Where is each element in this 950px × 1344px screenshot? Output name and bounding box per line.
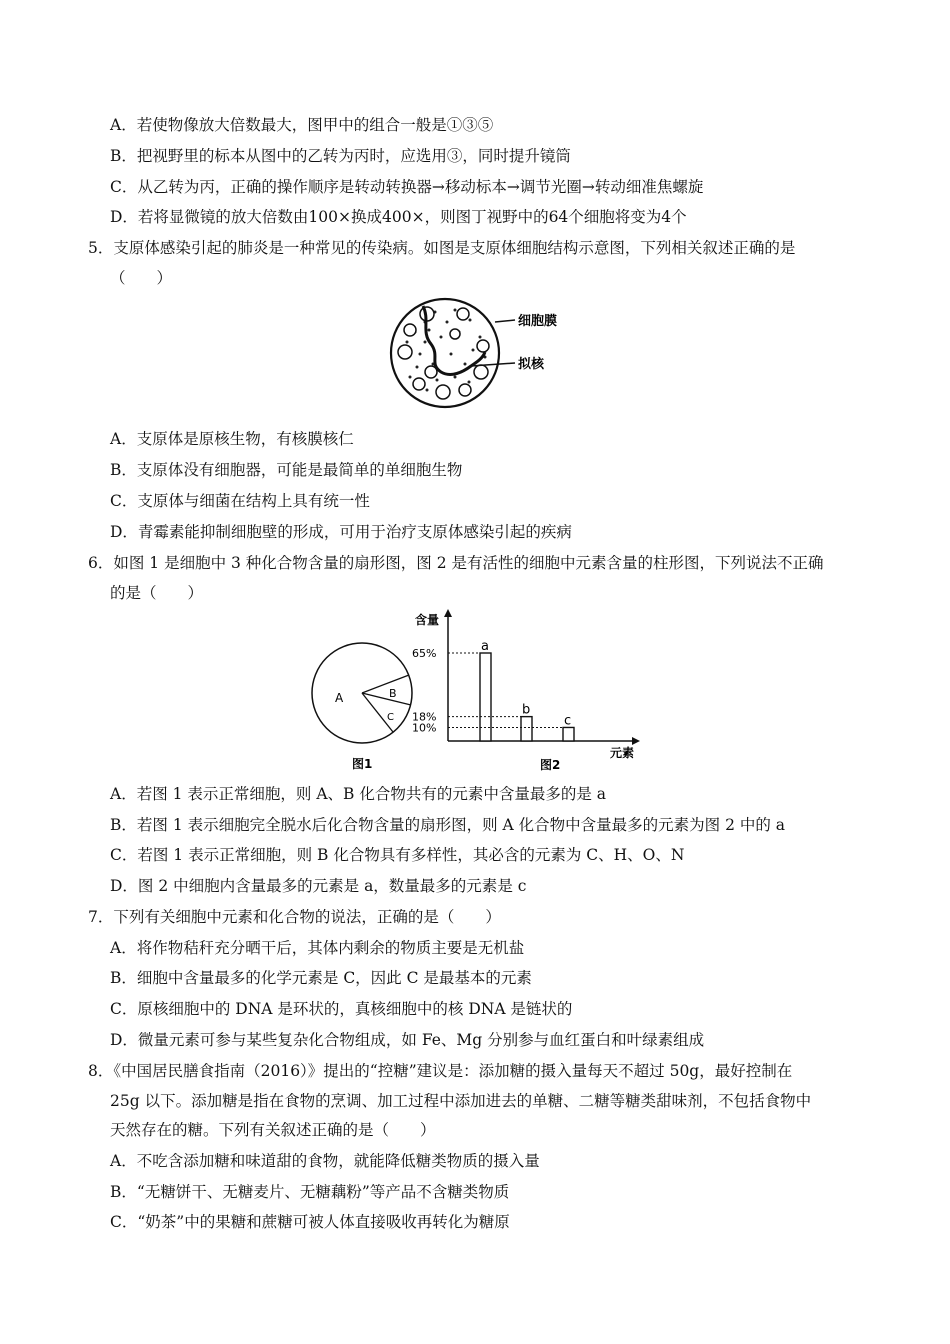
q4-option-b: B．把视野里的标本从图中的乙转为丙时，应选用③，同时提升镜筒 xyxy=(110,147,571,165)
q5-stem: 5．支原体感染引起的肺炎是一种常见的传染病。如图是支原体细胞结构示意图，下列相关叙述正确的是 xyxy=(88,239,796,257)
q7-option-d: D．微量元素可参与某些复杂化合物组成，如 Fe、Mg 分别参与血红蛋白和叶绿素组成 xyxy=(110,1031,705,1049)
y-tick-label-b: 18% xyxy=(412,710,437,724)
q6-option-d: D．图 2 中细胞内含量最多的元素是 a，数量最多的元素是 c xyxy=(110,877,527,895)
fig2-bar-chart xyxy=(410,605,650,775)
q8-option-b: B．“无糖饼干、无糖麦片、无糖藕粉”等产品不含糖类物质 xyxy=(110,1183,510,1201)
q5-option-d: D．青霉素能抑制细胞壁的形成，可用于治疗支原体感染引起的疾病 xyxy=(110,523,572,541)
q4-option-c: C．从乙转为丙，正确的操作顺序是转动转换器→移动标本→调节光圈→转动细准焦螺旋 xyxy=(110,178,704,196)
y-axis-arrow xyxy=(444,609,452,617)
pie-label-a: A xyxy=(335,691,344,705)
membrane-label: 细胞膜 xyxy=(518,314,558,329)
fig1-caption: 图1 xyxy=(352,757,373,771)
mycoplasma-figure xyxy=(385,292,575,422)
q4-option-a: A．若使物像放大倍数最大，图甲中的组合一般是①③⑤ xyxy=(110,116,494,134)
q5-option-a: A．支原体是原核生物，有核膜核仁 xyxy=(110,430,354,448)
q6-option-b: B．若图 1 表示细胞完全脱水后化合物含量的扇形图，则 A 化合物中含量最多的元素为图 2 中的 a xyxy=(110,816,786,834)
q8-option-c: C．“奶茶”中的果糖和蔗糖可被人体直接吸收再转化为糖原 xyxy=(110,1213,510,1231)
fig2-caption: 图2 xyxy=(540,758,561,772)
q8-stem-line3: 天然存在的糖。下列有关叙述正确的是（ ） xyxy=(110,1121,436,1139)
q7-option-a: A．将作物秸秆充分晒干后，其体内剩余的物质主要是无机盐 xyxy=(110,939,525,957)
x-axis-arrow xyxy=(632,737,640,745)
q4-option-d: D．若将显微镜的放大倍数由100×换成400×，则图丁视野中的64个细胞将变为4个 xyxy=(110,208,687,226)
q8-stem-line1: 8．《中国居民膳食指南（2016）》提出的“控糖”建议是：添加糖的摄入量每天不超过 50g，最好控制在 xyxy=(88,1062,793,1080)
nucleoid-label: 拟核 xyxy=(518,357,545,372)
y-tick-label-a: 65% xyxy=(412,647,437,660)
bar-label-b: b xyxy=(522,702,531,718)
q5-answer-paren: （ ） xyxy=(110,269,173,287)
pie-label-b: B xyxy=(389,687,397,700)
q6-option-a: A．若图 1 表示正常细胞，则 A、B 化合物共有的元素中含量最多的是 a xyxy=(110,785,607,803)
bar-c xyxy=(563,727,574,741)
q5-option-c: C．支原体与细菌在结构上具有统一性 xyxy=(110,492,370,510)
q7-option-c: C．原核细胞中的 DNA 是环状的，真核细胞中的核 DNA 是链状的 xyxy=(110,1000,573,1018)
x-axis-label: 元素 xyxy=(610,746,635,760)
q6-option-c: C．若图 1 表示正常细胞，则 B 化合物具有多样性，其必含的元素为 C、H、O、N xyxy=(110,846,685,864)
bar-b xyxy=(521,717,532,741)
q8-stem-line2: 25g 以下。添加糖是指在食物的烹调、加工过程中添加进去的单糖、二糖等糖类甜味剂，不包括食物中 xyxy=(110,1092,812,1110)
bar-label-a: a xyxy=(481,639,489,654)
y-axis-label: 含量 xyxy=(415,613,440,627)
q6-stem-line2: 的是（ ） xyxy=(110,584,204,602)
q6-stem-line1: 6．如图 1 是细胞中 3 种化合物含量的扇形图，图 2 是有活性的细胞中元素含量的柱形图，下列说法不正确 xyxy=(88,554,824,572)
q8-option-a: A．不吃含添加糖和味道甜的食物，就能降低糖类物质的摄入量 xyxy=(110,1152,540,1170)
bar-label-c: c xyxy=(564,713,572,729)
q7-option-b: B．细胞中含量最多的化学元素是 C，因此 C 是最基本的元素 xyxy=(110,969,532,987)
q5-option-b: B．支原体没有细胞器，可能是最简单的单细胞生物 xyxy=(110,461,463,479)
pie-label-c: C xyxy=(387,712,394,723)
fig1-pie-chart xyxy=(305,640,425,780)
y-tick-label-c: 10% xyxy=(412,721,437,735)
q7-stem: 7．下列有关细胞中元素和化合物的说法，正确的是（ ） xyxy=(88,908,501,926)
